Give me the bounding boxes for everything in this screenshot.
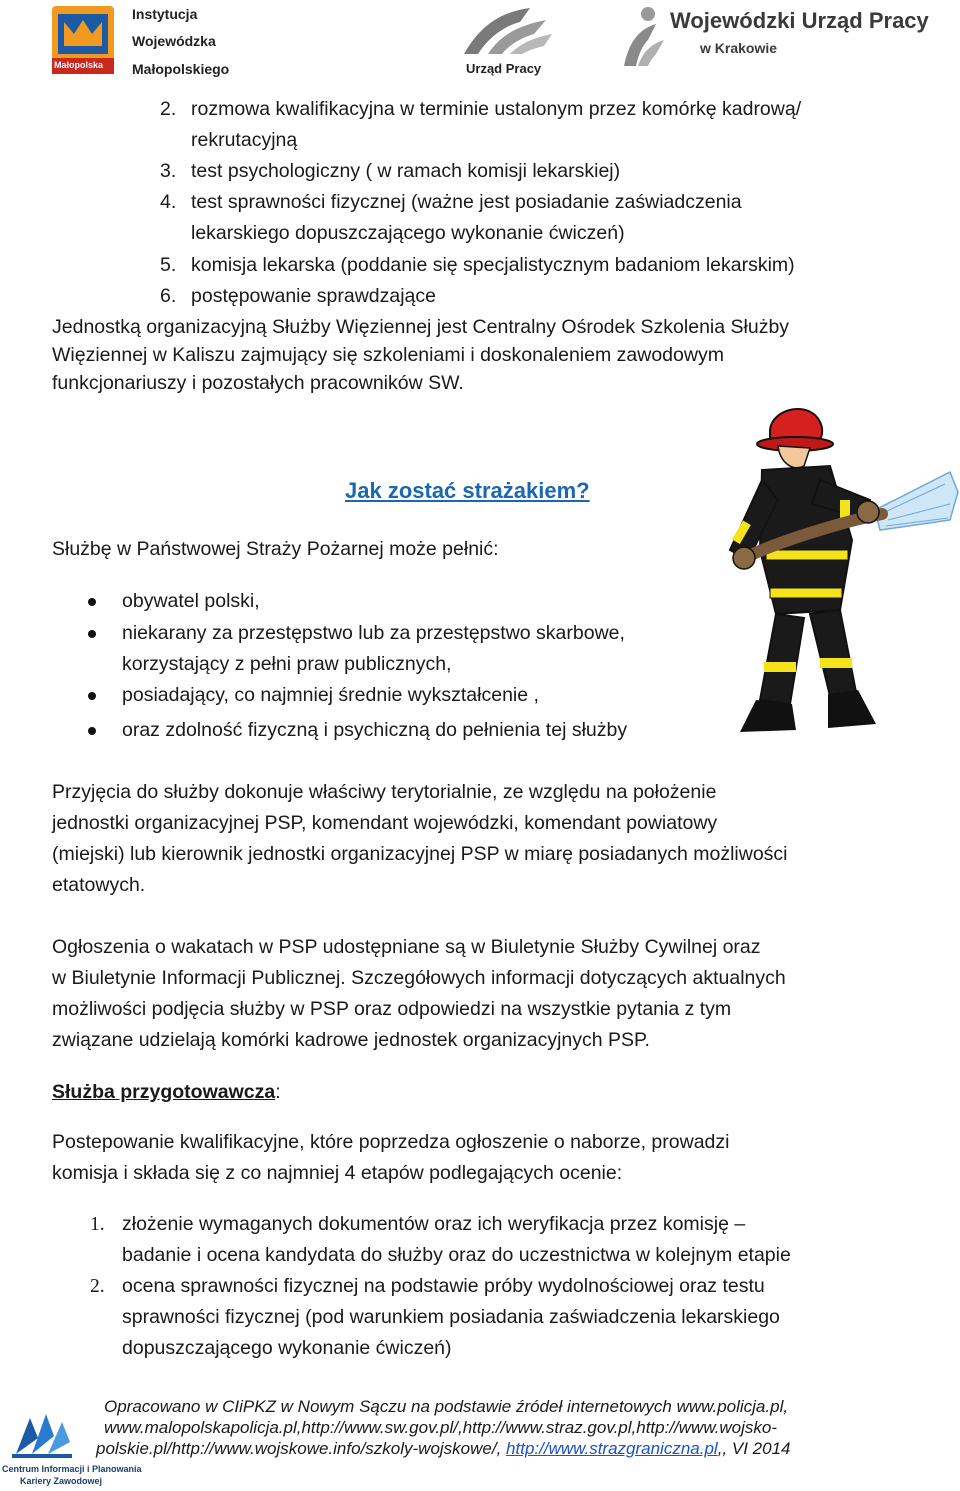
firefighter-intro: Służbę w Państwowej Straży Pożarnej może pełnić: [52,538,499,560]
paragraph-line: Więziennej w Kaliszu zajmujący się szkoleniami i doskonaleniem zawodowym [52,344,724,366]
wup-logo [618,6,948,76]
list-item-text: test psychologiczny ( w ramach komisji lekarskiej) [191,160,621,182]
bullet-icon [88,598,96,606]
firefighter-heading: Jak zostać strażakiem? [345,478,590,503]
footer-logo-line-1: Centrum Informacji i Planowania [2,1464,142,1474]
bullet-text: niekarany za przestępstwo lub za przestępstwo skarbowe, [122,622,625,644]
bullet-text: obywatel polski, [122,590,260,612]
list-item-text: rozmowa kwalifikacyjna w terminie ustalonym przez komórkę kadrową/ [191,98,802,120]
urzad-pracy-label: Urząd Pracy [466,61,542,76]
paragraph-line: funkcjonariuszy i pozostałych pracowników SW. [52,372,464,394]
list-item-text: ocena sprawności fizycznej na podstawie próby wydolnościowej oraz testu [122,1275,765,1297]
institution-logo [52,4,242,78]
bullet-icon [88,692,96,700]
strazgraniczna-link[interactable]: http://www.strazgraniczna.pl [506,1439,718,1458]
list-item-text: badanie i ocena kandydata do służby oraz do uczestnictwa w kolejnym etapie [122,1244,791,1266]
footer-line-3 [96,1438,790,1459]
list-item-number: 6. [160,285,177,307]
list-item-number: 2. [160,98,177,120]
paragraph-line: komisja i składa się z co najmniej 4 etapów podlegających ocenie: [52,1162,623,1184]
heading-colon: : [275,1081,281,1103]
bullet-text: oraz zdolność fizyczną i psychiczną do pełnienia tej służby [122,719,628,741]
preparatory-service-heading [52,1077,281,1108]
paragraph-line: etatowych. [52,874,146,896]
logo-badge-text: Małopolska [54,60,104,70]
preparatory-service-title: Służba przygotowawcza [52,1081,276,1103]
bullet-text: korzystający z pełni praw publicznych, [122,653,452,675]
list-item-number: 3. [160,160,177,182]
wup-line-2: w Krakowie [700,40,778,56]
list-item-text: sprawności fizycznej (pod warunkiem posiadania zaświadczenia lekarskiego [122,1306,780,1328]
urzad-pracy-logo [458,6,558,78]
paragraph-line: Ogłoszenia o wakatach w PSP udostępniane są w Biuletynie Służby Cywilnej oraz [52,936,761,958]
list-item-number: 4. [160,191,177,213]
urzad-pracy-emblem-icon [460,6,556,58]
list-item-text: lekarskiego dopuszczającego wykonanie ćwiczeń) [191,222,625,244]
list-item-text: dopuszczającego wykonanie ćwiczeń) [122,1337,452,1359]
paragraph-line: Postepowanie kwalifikacyjne, które poprzedza ogłoszenie o naborze, prowadzi [52,1131,730,1153]
footer-line-1: Opracowano w CIiPKZ w Nowym Sączu na podstawie źródeł internetowych www.policja.pl, [104,1397,789,1416]
list-item-number: 5. [160,254,177,276]
footer-line-2: www.malopolskapolicja.pl,http://www.sw.gov.pl/,http://www.straz.gov.pl,http://www.wojsko- [104,1418,778,1437]
list-item-text: test sprawności fizycznej (ważne jest posiadanie zaświadczenia [191,191,742,213]
paragraph-line: związane udzielają komórki kadrowe jednostek organizacyjnych PSP. [52,1029,650,1051]
paragraph-line: jednostki organizacyjnej PSP, komendant wojewódzki, komendant powiatowy [52,812,718,834]
ciipkz-emblem-icon [12,1408,72,1460]
paragraph-line: (miejski) lub kierownik jednostki organizacyjnej PSP w miarę posiadanych możliwości [52,843,788,865]
footer-logo-line-2: Kariery Zawodowej [20,1476,103,1486]
paragraph-line: możliwości podjęcia służby w PSP oraz odpowiedzi na wszystkie pytania z tym [52,998,732,1020]
bullet-icon [88,630,96,638]
firefighter-illustration [700,400,960,740]
paragraph-line: w Biuletynie Informacji Publicznej. Szczegółowych informacji dotyczących aktualnych [52,967,786,989]
logo-line-2: Wojewódzka [132,33,216,49]
list-item-text: rekrutacyjną [191,129,298,151]
list-item-number: 2. [90,1276,105,1297]
bullet-icon [88,727,96,735]
logo-line-3: Małopolskiego [132,61,230,77]
list-item-number: 1. [90,1214,105,1235]
footer-date: ,, VI 2014 [717,1439,791,1458]
footer-line-3-text: polskie.pl/http://www.wojskowe.info/szkoly-wojskowe/, [96,1439,507,1458]
list-item-text: złożenie wymaganych dokumentów oraz ich weryfikacja przez komisję – [122,1213,746,1235]
list-item-text: postępowanie sprawdzające [191,285,436,307]
list-item-text: komisja lekarska (poddanie się specjalistycznym badaniom lekarskim) [191,254,795,276]
bullet-text: posiadający, co najmniej średnie wykształcenie , [122,684,539,706]
logo-line-1: Instytucja [132,6,198,22]
wup-line-1: Wojewódzki Urząd Pracy [670,8,929,33]
paragraph-line: Jednostką organizacyjną Służby Więziennej jest Centralny Ośrodek Szkolenia Służby [52,316,790,338]
wup-emblem-icon [618,6,666,68]
paragraph-line: Przyjęcia do służby dokonuje właściwy terytorialnie, ze względu na położenie [52,781,717,803]
